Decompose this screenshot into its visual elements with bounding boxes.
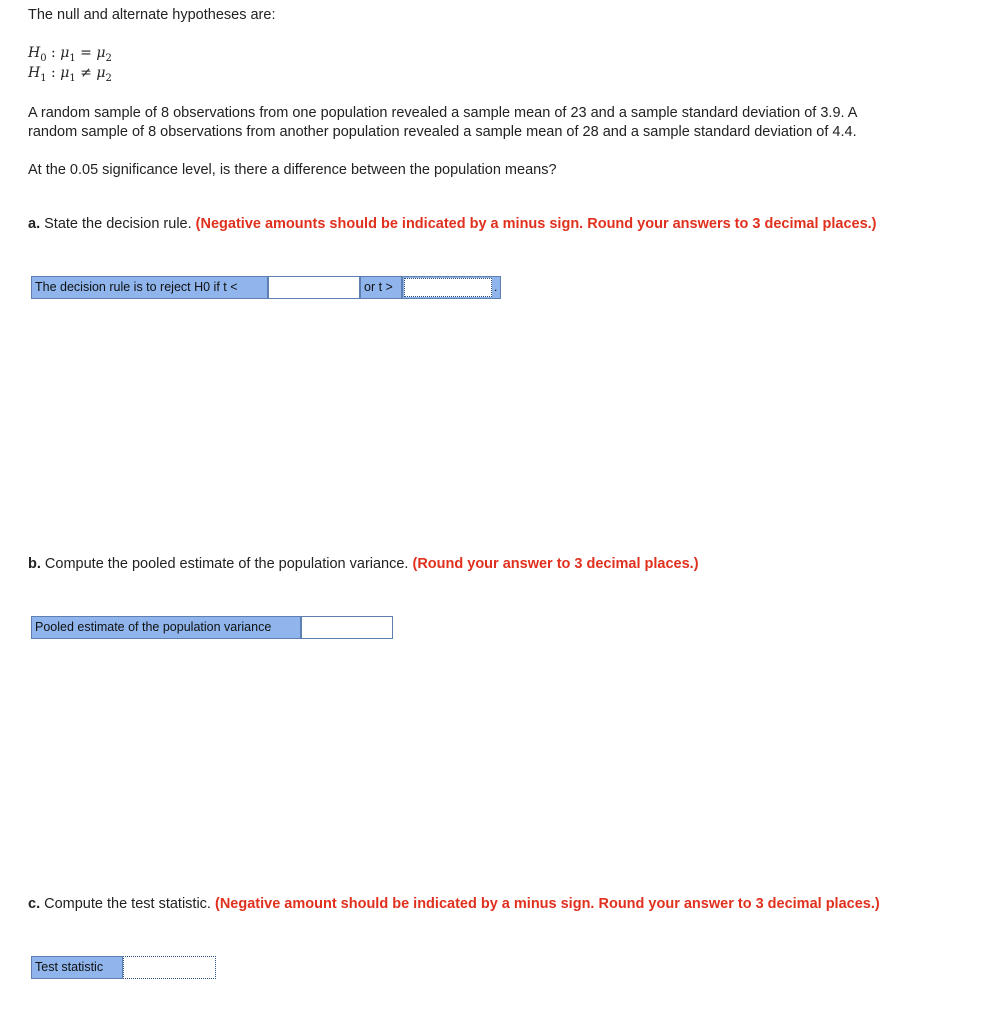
decision-rule-or-label: or t > <box>360 276 402 299</box>
h1-mu1-sub: 1 <box>69 72 76 84</box>
test-statistic-input[interactable] <box>123 956 216 979</box>
decision-rule-lower-input[interactable] <box>268 276 360 299</box>
part-b-lead: b. <box>28 556 41 572</box>
decision-rule-suffix: . <box>494 280 498 294</box>
pooled-variance-row <box>31 616 393 639</box>
decision-rule-input-1-wrap <box>268 276 360 299</box>
problem-line-1: A random sample of 8 observations from one population revealed a sample mean of 23 and a sample standard deviation of 3.9. A <box>28 105 858 121</box>
h0-lhs: H <box>28 45 41 61</box>
alternate-hypothesis: $H_1$ : $\mu_1 \ne \mu_2$ <box>28 65 112 84</box>
h0-relation: = <box>80 45 92 61</box>
h1-lhs-sub: 1 <box>40 72 47 84</box>
part-c-heading <box>28 895 880 914</box>
part-c-instruction: (Negative amount should be indicated by a minus sign. Round your answer to 3 decimal places.) <box>214 896 880 912</box>
part-a-text: State the decision rule. <box>44 216 192 232</box>
part-a-lead: a. <box>28 216 41 232</box>
part-a-heading <box>28 215 877 234</box>
test-statistic-row <box>31 956 216 979</box>
decision-rule-input-2-wrap <box>402 276 501 299</box>
pooled-variance-input-wrap <box>301 616 393 639</box>
part-c-lead: c. <box>28 896 41 912</box>
part-c-text: Compute the test statistic. <box>44 896 211 912</box>
h1-mu2-sub: 2 <box>105 72 112 84</box>
h0-lhs-sub: 0 <box>40 52 47 64</box>
h0-mu2: μ <box>96 45 106 61</box>
pooled-variance-input[interactable] <box>301 616 393 639</box>
part-b-text: Compute the pooled estimate of the population variance. <box>44 556 409 572</box>
decision-rule-label: The decision rule is to reject H0 if t < <box>31 276 268 299</box>
h1-lhs: H <box>28 65 41 81</box>
null-hypothesis: $H_0$ : $\mu_1 = \mu_2$ <box>28 45 112 64</box>
test-statistic-label: Test statistic <box>31 956 123 979</box>
h0-mu2-sub: 2 <box>105 52 112 64</box>
h1-relation: ≠ <box>80 65 92 81</box>
h0-mu1: μ <box>60 45 70 61</box>
h0-mu1-sub: 1 <box>69 52 76 64</box>
decision-rule-row <box>31 276 501 299</box>
question-text: At the 0.05 significance level, is there a difference between the population means? <box>28 162 557 178</box>
decision-rule-upper-input[interactable] <box>404 278 492 297</box>
part-b-heading <box>28 555 699 574</box>
intro-text: The null and alternate hypotheses are: <box>28 7 276 23</box>
pooled-variance-label: Pooled estimate of the population variance <box>31 616 301 639</box>
h1-mu1: μ <box>60 65 70 81</box>
h1-mu2: μ <box>96 65 106 81</box>
part-a-instruction: (Negative amounts should be indicated by a minus sign. Round your answers to 3 decimal places.) <box>195 216 877 232</box>
problem-line-2: random sample of 8 observations from another population revealed a sample mean of 28 and a sample standard deviation of 4.4. <box>28 124 857 140</box>
part-b-instruction: (Round your answer to 3 decimal places.) <box>412 556 699 572</box>
